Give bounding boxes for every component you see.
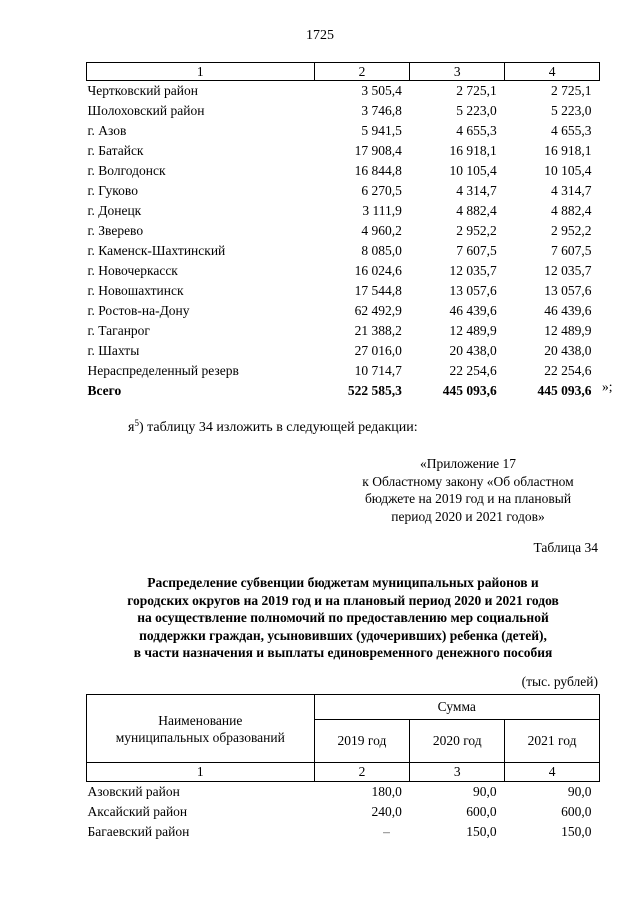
value-2020: 4 655,3	[456, 123, 497, 138]
municipality-name: г. Волгодонск	[87, 163, 166, 178]
total-2019: 522 585,3	[347, 383, 402, 398]
table-row	[87, 161, 600, 181]
value-2019: 3 111,9	[362, 203, 402, 218]
title-line: городских округов на 2019 год и на плановый период 2020 и 2021 годов	[127, 592, 559, 608]
item-superscript: 5	[134, 418, 139, 428]
subsidy-table-34	[86, 694, 600, 842]
municipality-name: Шолоховский район	[87, 103, 205, 118]
municipality-name: г. Гуково	[87, 183, 138, 198]
col-number: 1	[87, 63, 315, 81]
value-2020: 12 489,9	[449, 323, 497, 338]
value-2021: 46 439,6	[544, 303, 592, 318]
value-2020: 2 725,1	[456, 83, 497, 98]
closing-quote: »;	[602, 379, 613, 394]
header-year: 2020 год	[410, 720, 505, 763]
total-row	[87, 381, 600, 401]
table-row	[87, 321, 600, 341]
municipality-name: Багаевский район	[87, 824, 190, 839]
total-2020: 445 093,6	[442, 383, 497, 398]
value-2020: 2 952,2	[456, 223, 497, 238]
value-2021: 4 882,4	[551, 203, 592, 218]
municipality-name: г. Азов	[87, 123, 127, 138]
table-row	[87, 241, 600, 261]
value-2019: 62 492,9	[354, 303, 402, 318]
table-row	[87, 121, 600, 141]
annex-line: «Приложение 17	[419, 456, 517, 471]
value-2019: 17 544,8	[354, 283, 402, 298]
value-2020: 90,0	[473, 784, 497, 799]
header-name-line: Наименование	[158, 712, 243, 728]
value-2019: 5 941,5	[361, 123, 402, 138]
total-label: Всего	[87, 383, 122, 398]
value-2019: –	[383, 824, 390, 839]
municipality-name: г. Таганрог	[87, 323, 150, 338]
value-2020: 150,0	[466, 824, 497, 839]
value-2021: 4 314,7	[551, 183, 592, 198]
annex-line: к Областному закону «Об областном	[362, 473, 574, 489]
value-2019: 6 270,5	[361, 183, 402, 198]
table-title	[86, 574, 600, 662]
col-number: 3	[410, 763, 505, 782]
annex-line: бюджете на 2019 год и на плановый	[364, 491, 572, 506]
municipality-name: г. Батайск	[87, 143, 144, 158]
col-number: 2	[314, 63, 410, 81]
value-2020: 4 314,7	[456, 183, 497, 198]
value-2019: 4 960,2	[361, 223, 402, 238]
annex-line: период 2020 и 2021 годов»	[391, 508, 545, 524]
value-2019: 240,0	[371, 804, 402, 819]
value-2019: 3 505,4	[361, 83, 402, 98]
value-2021: 2 725,1	[551, 83, 592, 98]
municipality-name: Азовский район	[87, 784, 180, 799]
value-2021: 12 035,7	[544, 263, 592, 278]
header-year: 2021 год	[505, 720, 600, 763]
value-2021: 7 607,5	[551, 243, 592, 258]
header-name	[87, 695, 315, 763]
value-2019: 21 388,2	[354, 323, 402, 338]
municipality-name: г. Ростов-на-Дону	[87, 303, 190, 318]
table-row	[87, 782, 600, 803]
column-number-row	[87, 63, 600, 81]
value-2021: 600,0	[561, 804, 592, 819]
units-label: (тыс. рублей)	[521, 674, 598, 689]
table-row	[87, 201, 600, 221]
title-line: Распределение субвенции бюджетам муниципальных районов и	[147, 575, 539, 590]
table-row	[87, 822, 600, 842]
col-number: 1	[87, 763, 315, 782]
value-2020: 7 607,5	[456, 243, 497, 258]
table-row	[87, 341, 600, 361]
annex-reference	[336, 455, 600, 525]
value-2020: 600,0	[466, 804, 497, 819]
municipality-name: г. Шахты	[87, 343, 140, 358]
value-2021: 4 655,3	[551, 123, 592, 138]
amendment-instruction	[128, 420, 418, 436]
value-2021: 13 057,6	[544, 283, 592, 298]
value-2019: 16 024,6	[354, 263, 402, 278]
value-2020: 13 057,6	[449, 283, 497, 298]
value-2021: 150,0	[561, 824, 592, 839]
table-row	[87, 101, 600, 121]
page-number: 1725	[306, 28, 334, 43]
municipality-name: г. Новочеркасск	[87, 263, 178, 278]
value-2021: 16 918,1	[544, 143, 592, 158]
table-row	[87, 802, 600, 822]
col-number: 3	[410, 63, 505, 81]
municipality-name: г. Зверево	[87, 223, 144, 238]
table-row	[87, 221, 600, 241]
title-line: на осуществление полномочий по предоставлению мер социальной	[137, 610, 549, 625]
value-2021: 10 105,4	[544, 163, 592, 178]
value-2019: 3 746,8	[361, 103, 402, 118]
instruction-text: ) таблицу 34 изложить в следующей редакции:	[138, 420, 418, 435]
value-2020: 4 882,4	[456, 203, 497, 218]
subsidy-table-continued	[86, 62, 600, 401]
col-number: 2	[314, 763, 410, 782]
title-line: поддержки граждан, усыновивших (удочеривших) ребенка (детей),	[139, 627, 547, 643]
municipality-name: Нераспределенный резерв	[87, 363, 239, 378]
value-2020: 10 105,4	[449, 163, 497, 178]
header-sum: Сумма	[314, 695, 599, 720]
municipality-name: Чертковский район	[87, 83, 198, 98]
municipality-name: г. Донецк	[87, 203, 142, 218]
table-row	[87, 281, 600, 301]
value-2019: 8 085,0	[361, 243, 402, 258]
table-row	[87, 181, 600, 201]
value-2020: 5 223,0	[456, 103, 497, 118]
title-line: в части назначения и выплаты единовременного денежного пособия	[133, 645, 553, 660]
header-year: 2019 год	[314, 720, 410, 763]
value-2021: 5 223,0	[551, 103, 592, 118]
value-2020: 12 035,7	[449, 263, 497, 278]
value-2020: 46 439,6	[449, 303, 497, 318]
item-letter: я	[128, 420, 135, 435]
col-number: 4	[505, 763, 600, 782]
value-2020: 20 438,0	[449, 343, 497, 358]
table-row	[87, 141, 600, 161]
table-label: Таблица 34	[533, 540, 598, 555]
value-2021: 12 489,9	[544, 323, 592, 338]
table-row	[87, 361, 600, 381]
value-2021: 22 254,6	[544, 363, 592, 378]
value-2019: 180,0	[371, 784, 402, 799]
table-row	[87, 301, 600, 321]
value-2020: 22 254,6	[449, 363, 497, 378]
table-row	[87, 81, 600, 102]
municipality-name: г. Новошахтинск	[87, 283, 184, 298]
value-2021: 20 438,0	[544, 343, 592, 358]
value-2019: 16 844,8	[354, 163, 402, 178]
municipality-name: г. Каменск-Шахтинский	[87, 243, 226, 258]
municipality-name: Аксайский район	[87, 804, 188, 819]
value-2019: 17 908,4	[354, 143, 402, 158]
value-2021: 90,0	[567, 784, 592, 799]
value-2021: 2 952,2	[551, 223, 592, 238]
table-row	[87, 261, 600, 281]
total-2021: 445 093,6	[537, 383, 592, 398]
header-name-line: муниципальных образований	[115, 729, 285, 745]
value-2019: 27 016,0	[354, 343, 402, 358]
value-2020: 16 918,1	[449, 143, 497, 158]
value-2019: 10 714,7	[354, 363, 402, 378]
col-number: 4	[505, 63, 600, 81]
